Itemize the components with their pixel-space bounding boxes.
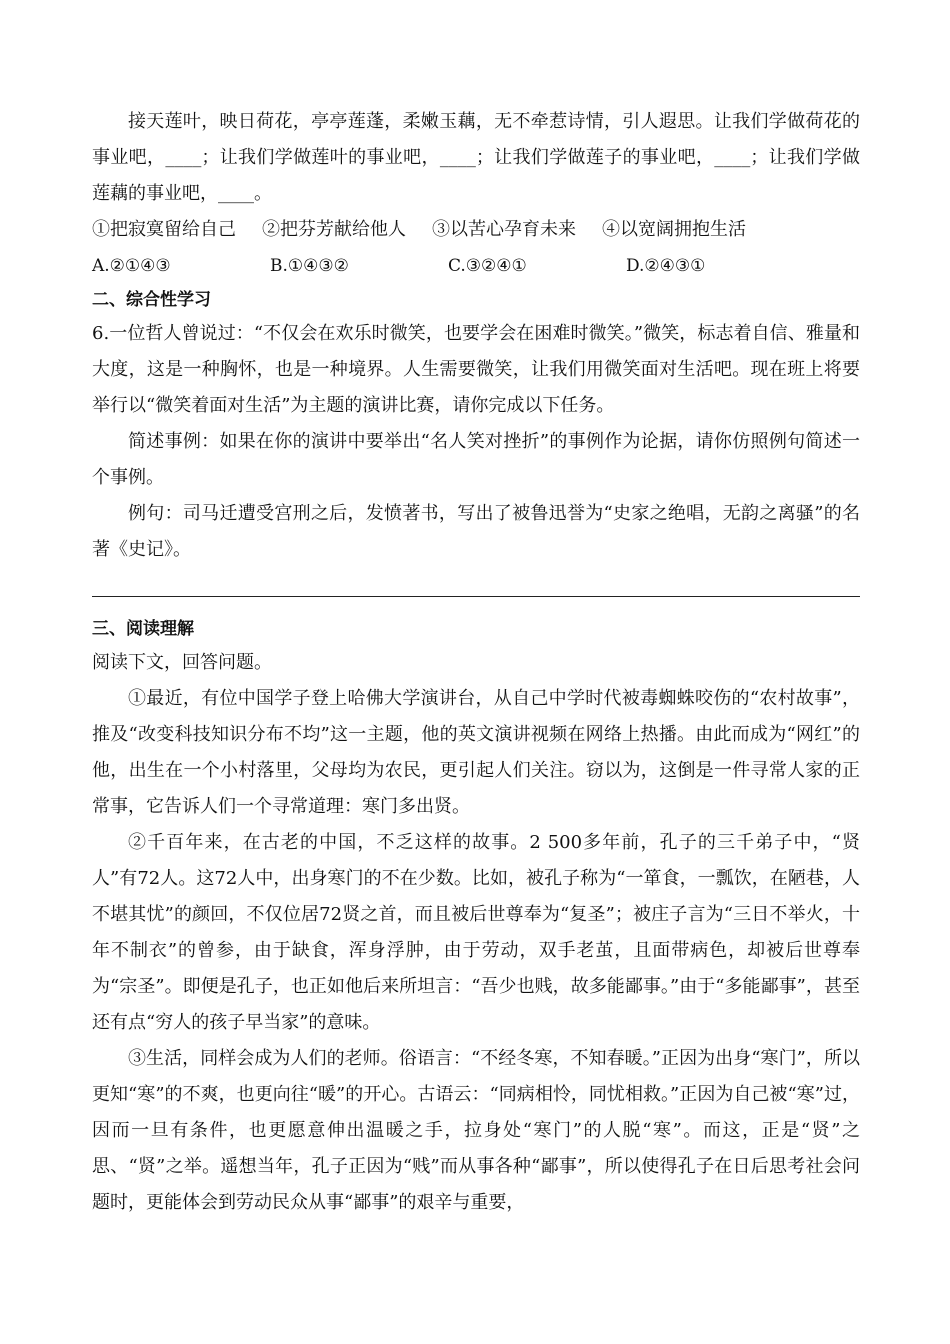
q5-option: ④以宽阔拥抱生活 [602,219,746,240]
q5-option: ①把寂寞留给自己 [92,219,236,240]
reading-paragraph-2: ②千百年来，在古老的中国，不乏这样的故事。2 500多年前，孔子的三千弟子中，“贤人”有72人。这72人中，出身寒门的不在少数。比如，被孔子称为“一箪食，一瓢饮，在陋巷，人不堪其忧”的颜回，不仅位居72贤之首，而且被后世尊奉为“复圣”；被庄子言为“三日不举火，十年不制衣”的曾参，由于缺食，浑身浮肿，由于劳动，双手老茧，且面带病色，却被后世尊奉为“宗圣”。即便是孔子，也正如他后来所坦言：“吾少也贱，故多能鄙事。”由于“多能鄙事”，甚至还有点“穷人的孩子早当家”的意味。 [92,832,860,1033]
q5-option: ③以苦心孕育未来 [432,219,576,240]
q5-options [92,212,860,248]
section-2-title: 二、综合性学习 [92,290,211,310]
q5-option: ②把芬芳献给他人 [262,219,406,240]
q5-choice-a: A.②①④③ [92,256,171,276]
q5-choice-c: C.③②④① [448,256,527,276]
reading-paragraph-1: ①最近，有位中国学子登上哈佛大学演讲台，从自己中学时代被毒蜘蛛咬伤的“农村故事”，推及“改变科技知识分布不均”这一主题，他的英文演讲视频在网络上热播。由此而成为“网红”的他，出生在一个小村落里，父母均为农民，更引起人们关注。窃以为，这倒是一件寻常人家的正常事，它告诉人们一个寻常道理：寒门多出贤。 [92,688,860,817]
q5-choices [92,248,860,284]
section-3-title: 三、阅读理解 [92,619,194,639]
document-body [92,104,860,1221]
q6-task: 简述事例：如果在你的演讲中要举出“名人笑对挫折”的事例作为论据，请你仿照例句简述一个事例。 [92,431,860,488]
reading-intro: 阅读下文，回答问题。 [92,652,272,673]
q5-choice-d: D.②④③① [626,256,706,276]
answer-divider-line [92,596,860,597]
q5-choice-b: B.①④③② [270,256,349,276]
q5-stem: 接天莲叶，映日荷花，亭亭莲蓬，柔嫩玉藕，无不牵惹诗情，引人遐思。让我们学做荷花的事业吧，____；让我们学做莲叶的事业吧，____；让我们学做莲子的事业吧，____；让我们学做莲藕的事业吧，____。 [92,111,860,204]
reading-paragraph-3: ③生活，同样会成为人们的老师。俗语言：“不经冬寒，不知春暖。”正因为出身“寒门”，所以更知“寒”的不爽，也更向往“暖”的开心。古语云：“同病相怜，同忧相救。”正因为自己被“寒”过，因而一旦有条件，也更愿意伸出温暖之手，拉身处“寒门”的人脱“寒”。而这，正是“贤”之思、“贤”之举。遥想当年，孔子正因为“贱”而从事各种“鄙事”，所以使得孔子在日后思考社会问题时，更能体会到劳动民众从事“鄙事”的艰辛与重要， [92,1048,860,1213]
q6-example: 例句：司马迁遭受宫刑之后，发愤著书，写出了被鲁迅誉为“史家之绝唱，无韵之离骚”的名著《史记》。 [92,503,860,560]
q6-stem: 6.一位哲人曾说过：“不仅会在欢乐时微笑，也要学会在困难时微笑。”微笑，标志着自信、雅量和大度，这是一种胸怀，也是一种境界。人生需要微笑，让我们用微笑面对生活吧。现在班上将要举行以“微笑着面对生活”为主题的演讲比赛，请你完成以下任务。 [92,323,860,416]
